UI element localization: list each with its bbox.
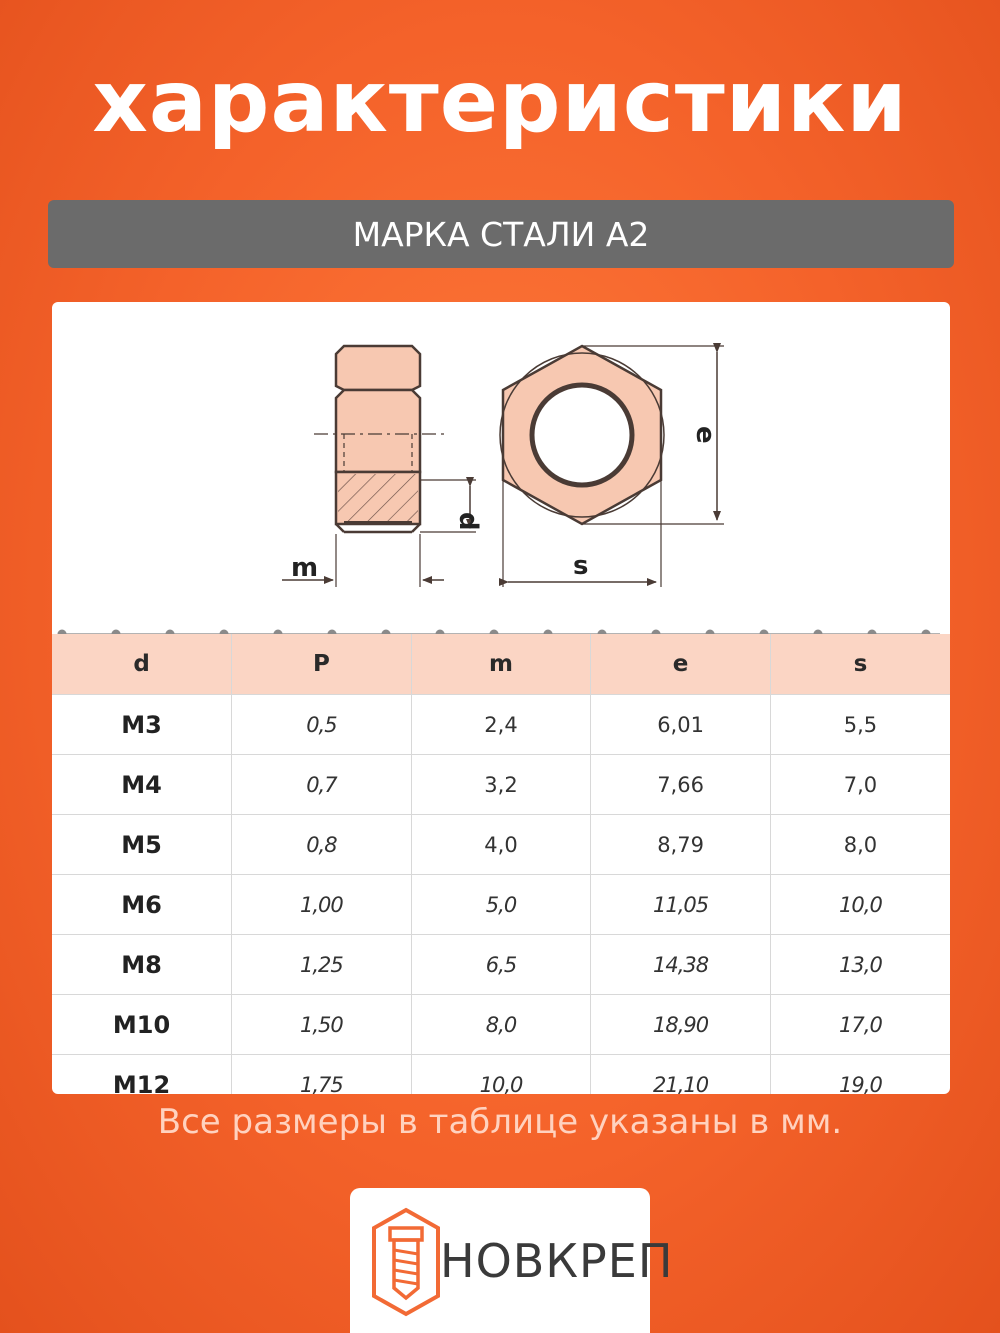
hex-bolt-logo-icon xyxy=(370,1206,442,1318)
col-header-e: e xyxy=(591,634,771,695)
col-header-d: d xyxy=(52,634,232,695)
cell-e: 7,66 xyxy=(591,755,771,815)
cell-m: 6,5 xyxy=(411,935,591,995)
page-title: характеристики xyxy=(92,52,908,152)
units-note: Все размеры в таблице указаны в мм. xyxy=(157,1102,843,1142)
cell-e: 6,01 xyxy=(591,695,771,755)
cell-m: 8,0 xyxy=(411,995,591,1055)
cell-p: 1,00 xyxy=(232,875,412,935)
dim-label-m: m xyxy=(291,553,319,583)
cell-s: 7,0 xyxy=(770,755,950,815)
dim-label-s: s xyxy=(573,551,589,581)
dim-label-e: e xyxy=(690,426,720,444)
dim-label-d: d xyxy=(453,512,483,531)
cell-s: 10,0 xyxy=(770,875,950,935)
cell-m: 10,0 xyxy=(411,1055,591,1095)
table-row xyxy=(52,935,950,995)
cell-d: M10 xyxy=(52,995,232,1055)
cell-d: M5 xyxy=(52,815,232,875)
nut-side-view xyxy=(282,346,476,587)
cell-p: 1,25 xyxy=(232,935,412,995)
table-row xyxy=(52,875,950,935)
cell-p: 1,75 xyxy=(232,1055,412,1095)
cell-p: 1,50 xyxy=(232,995,412,1055)
cell-e: 21,10 xyxy=(591,1055,771,1095)
cell-d: M4 xyxy=(52,755,232,815)
hex-nut-drawing xyxy=(52,302,950,632)
cell-m: 2,4 xyxy=(411,695,591,755)
cell-d: M12 xyxy=(52,1055,232,1095)
table-row xyxy=(52,1055,950,1095)
cell-p: 0,5 xyxy=(232,695,412,755)
steel-grade-label: МАРКА СТАЛИ А2 xyxy=(352,214,650,254)
table-row xyxy=(52,695,950,755)
table-row xyxy=(52,755,950,815)
cell-d: M8 xyxy=(52,935,232,995)
cell-s: 17,0 xyxy=(770,995,950,1055)
table-header-row xyxy=(52,634,950,695)
cell-s: 13,0 xyxy=(770,935,950,995)
cell-e: 18,90 xyxy=(591,995,771,1055)
steel-grade-banner xyxy=(48,200,954,268)
cell-s: 19,0 xyxy=(770,1055,950,1095)
cell-e: 14,38 xyxy=(591,935,771,995)
cell-d: M6 xyxy=(52,875,232,935)
cell-m: 5,0 xyxy=(411,875,591,935)
spec-card xyxy=(52,302,950,1094)
cell-e: 11,05 xyxy=(591,875,771,935)
cell-p: 0,7 xyxy=(232,755,412,815)
cell-m: 3,2 xyxy=(411,755,591,815)
col-header-p: P xyxy=(232,634,412,695)
table-row xyxy=(52,815,950,875)
cell-s: 8,0 xyxy=(770,815,950,875)
cell-d: M3 xyxy=(52,695,232,755)
dimensions-table xyxy=(52,634,950,1094)
cell-m: 4,0 xyxy=(411,815,591,875)
nut-front-view xyxy=(500,346,724,587)
col-header-m: m xyxy=(411,634,591,695)
table-row xyxy=(52,995,950,1055)
brand-name: НОВКРЕП xyxy=(440,1234,674,1288)
cell-p: 0,8 xyxy=(232,815,412,875)
col-header-s: s xyxy=(770,634,950,695)
cell-s: 5,5 xyxy=(770,695,950,755)
cell-e: 8,79 xyxy=(591,815,771,875)
